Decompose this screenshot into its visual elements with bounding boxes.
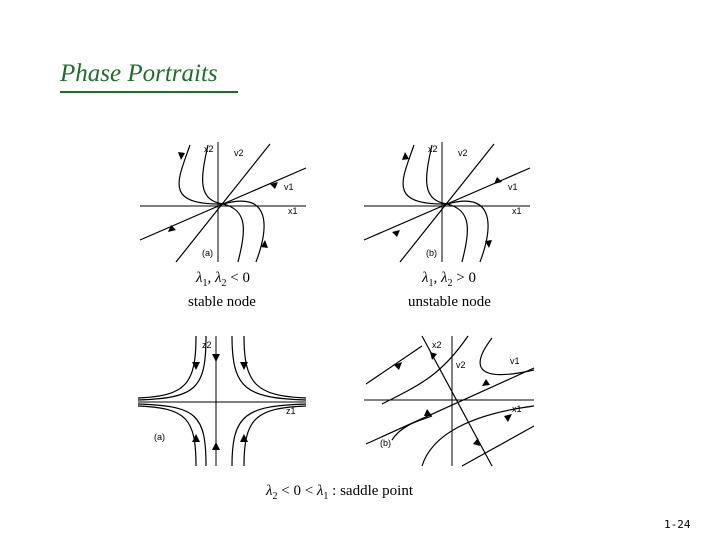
arrowhead bbox=[212, 442, 220, 450]
x1-label: x1 bbox=[512, 404, 522, 414]
v2-label: v2 bbox=[458, 148, 468, 158]
stable-node-portrait bbox=[138, 140, 308, 265]
x2-label: x2 bbox=[432, 340, 442, 350]
saddle-general-portrait bbox=[362, 334, 536, 468]
v2-label: v2 bbox=[234, 148, 244, 158]
title-underline bbox=[60, 91, 238, 93]
arrowhead bbox=[178, 152, 185, 160]
v2-eigenline bbox=[400, 144, 494, 262]
arrowhead bbox=[212, 354, 220, 362]
trajectory bbox=[382, 336, 468, 404]
saddle-canonical-portrait bbox=[136, 334, 308, 468]
v1-label: v1 bbox=[508, 182, 518, 192]
arrowhead bbox=[402, 152, 409, 160]
v1-label: v1 bbox=[510, 356, 520, 366]
arrowhead bbox=[392, 230, 400, 237]
trajectory bbox=[392, 416, 432, 440]
x1-label: x1 bbox=[288, 206, 298, 216]
trajectory bbox=[403, 145, 447, 204]
trajectory bbox=[480, 338, 534, 375]
v2-eigenline bbox=[176, 144, 270, 262]
z2-label: z2 bbox=[202, 340, 212, 350]
panel-letter: (a) bbox=[202, 248, 213, 258]
panel-letter: (b) bbox=[380, 438, 391, 448]
trajectory bbox=[223, 204, 243, 262]
trajectory bbox=[447, 204, 467, 262]
panel-letter: (b) bbox=[426, 248, 437, 258]
x2-label: x2 bbox=[204, 144, 214, 154]
trajectory bbox=[462, 426, 534, 466]
unstable-node-portrait bbox=[362, 140, 532, 265]
x2-label: x2 bbox=[428, 144, 438, 154]
trajectory bbox=[138, 336, 196, 398]
v1-label: v1 bbox=[284, 182, 294, 192]
arrowhead bbox=[504, 414, 512, 422]
trajectory bbox=[244, 406, 306, 466]
stable-node-label: stable node bbox=[188, 294, 256, 310]
unstable-node-label: unstable node bbox=[408, 294, 491, 310]
arrowhead bbox=[482, 379, 490, 386]
trajectory bbox=[179, 145, 223, 204]
trajectory bbox=[138, 406, 196, 466]
v2-label: v2 bbox=[456, 360, 466, 370]
unstable-node-condition: $\lambda_1$, $\lambda_2 > 0$ bbox=[422, 270, 476, 289]
x1-label: x1 bbox=[512, 206, 522, 216]
panel-letter: (a) bbox=[154, 432, 165, 442]
stable-node-condition: $\lambda_1$, $\lambda_2 < 0$ bbox=[196, 270, 250, 289]
arrowhead bbox=[168, 225, 176, 232]
arrowhead bbox=[424, 409, 432, 416]
arrowhead bbox=[394, 362, 402, 370]
trajectory bbox=[244, 336, 306, 398]
z1-label: z1 bbox=[286, 406, 296, 416]
slide-title: Phase Portraits bbox=[60, 60, 218, 87]
arrowhead bbox=[430, 352, 437, 360]
arrowhead bbox=[473, 438, 480, 446]
saddle-caption: $\lambda_2 < 0 < \lambda_1$ : saddle point bbox=[266, 483, 413, 502]
page-number: 1-24 bbox=[664, 518, 691, 531]
